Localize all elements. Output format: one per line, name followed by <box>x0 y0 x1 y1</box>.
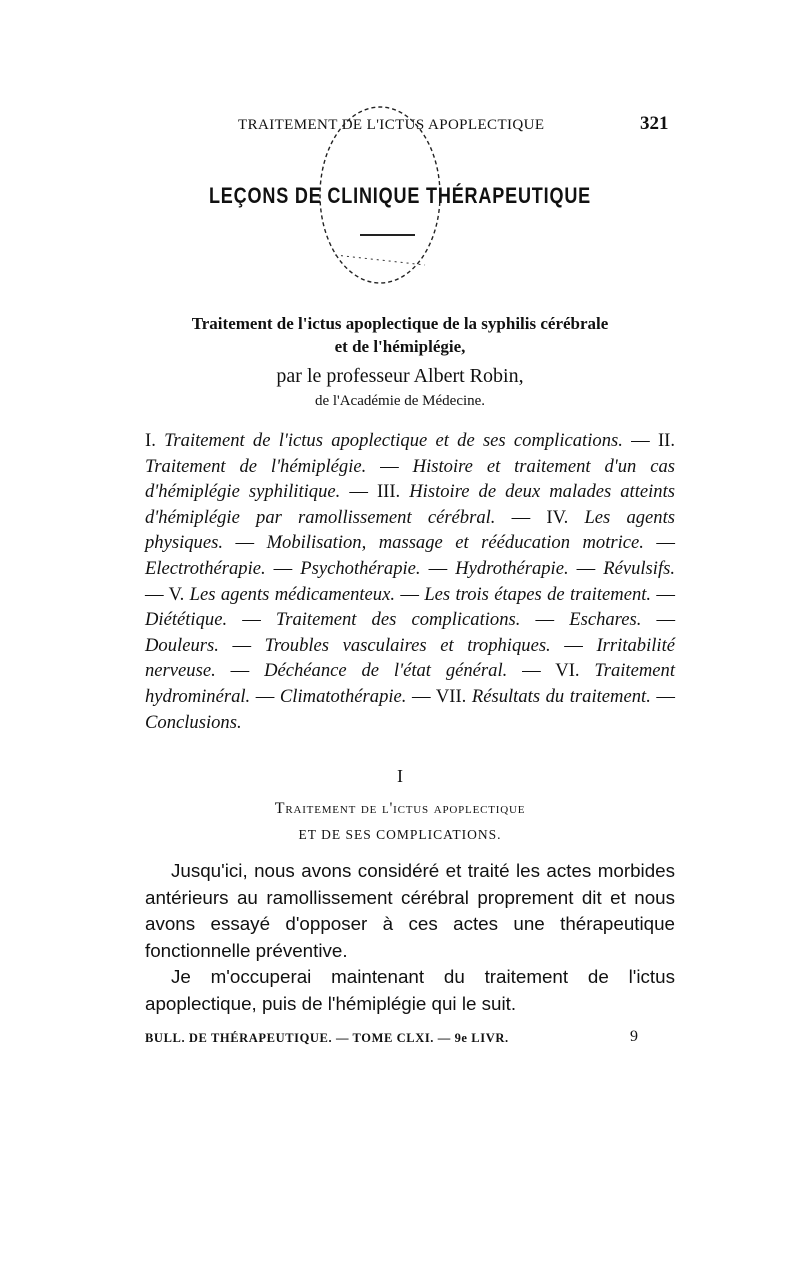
summary-num: V. <box>168 583 185 605</box>
summary-item: Diététique. <box>145 609 228 631</box>
summary-item: Douleurs. <box>145 634 219 656</box>
section-title: Traitement de l'ictus apoplectique <box>274 800 526 817</box>
byline: par le professeur Albert Robin, <box>276 365 524 387</box>
summary-item: Histoire de deux malades atteints d'hémiplégie par ramollissement cérébral. <box>145 481 676 528</box>
summary-item: Révulsifs. <box>603 557 676 579</box>
summary-item: Les agents physiques. <box>145 506 675 554</box>
summary-item: Mobilisation, massage et rééducation motrice. <box>266 532 644 554</box>
summary-num: II. <box>657 430 675 451</box>
summary-item: Traitement de l'ictus apoplectique et de ses complications. <box>164 430 623 451</box>
summary-num: III. <box>376 481 401 503</box>
page-number: 321 <box>640 113 669 134</box>
summary-num: VII. <box>435 685 467 707</box>
summary-num: IV. <box>546 506 569 528</box>
signature-mark: 9 <box>630 1028 638 1045</box>
summary-item: Troubles vasculaires et trophiques. <box>264 634 551 656</box>
summary-item: Déchéance de l'état général. <box>264 660 508 682</box>
summary-item: Psychothérapie. <box>300 557 421 579</box>
summary-item: Traitement hydrominéral. <box>145 660 675 707</box>
body-paragraph: Je m'occuperai maintenant du traitement de l'ictus apoplectique, puis de l'hémiplégie qui le suit. <box>145 966 675 1014</box>
summary-item: Eschares. <box>569 609 642 631</box>
summary-item: Traitement des complications. <box>275 609 521 631</box>
summary-item: Résultats du traitement. <box>471 685 651 707</box>
article-title-line-1: Traitement de l'ictus apoplectique de la syphilis cérébrale <box>191 314 609 333</box>
summary-item: Conclusions. <box>145 711 242 733</box>
section-numeral: I <box>397 766 403 786</box>
section-subtitle: ET DE SES COMPLICATIONS. <box>298 827 502 842</box>
summary-item: Histoire et traitement d'un cas d'hémiplégie syphilitique. <box>145 455 675 503</box>
body-text <box>145 858 675 1017</box>
article-title <box>110 312 690 358</box>
main-heading: LEÇONS DE CLINIQUE THÉRAPEUTIQUE <box>208 183 592 208</box>
summary-item: Traitement de l'hémiplégie. <box>145 455 367 477</box>
summary: I. Traitement de l'ictus apoplectique et de ses complications. — II. Traitement de l'hémiplégie. — Histoire et traitement d'un cas d'hémiplégie syphilitique. — III. Histoire de deux malades atteints d'hémiplégie par ramollissement cérébral. — IV. Les agents physiques. — Mobilisation, massage et rééducation motrice. — Electrothérapie. — Psychothérapie. — Hydrothérapie. — Révulsifs. — V. Les agents médicamenteux. — Les trois étapes de traitement. — Diététique. — Traitement des complications. — Eschares. — Douleurs. — Troubles vasculaires et trophiques. — Irritabilité nerveuse. — Déchéance de l'état général. — VI. Traitement hydrominéral. — Climatothérapie. — VII. Résultats du traitement. — Conclusions. <box>145 430 676 733</box>
summary-item: Les trois étapes de traitement. <box>424 583 652 605</box>
summary-item: Les agents médicamenteux. <box>189 583 396 605</box>
article-title-line-2: et de l'hémiplégie, <box>334 337 466 356</box>
summary-item: Electrothérapie. <box>145 557 266 579</box>
running-title: TRAITEMENT DE L'ICTUS APOPLECTIQUE <box>238 117 545 133</box>
summary-item: Irritabilité nerveuse. <box>145 634 675 682</box>
body-paragraph: Jusqu'ici, nous avons considéré et traité les actes morbides antérieurs au ramollissement cérébral proprement dit et nous avons essayé d'opposer à ces actes une thérapeutique fonctionnelle préventive. <box>145 860 675 961</box>
affiliation: de l'Académie de Médecine. <box>314 393 486 409</box>
summary-item: Climatothérapie. <box>279 685 407 707</box>
summary-num: VI. <box>555 660 580 682</box>
summary-num: I. <box>145 430 156 451</box>
footer-signature-line: BULL. DE THÉRAPEUTIQUE. — TOME CLXI. — 9e LIVR. <box>145 1031 509 1045</box>
summary-item: Hydrothérapie. <box>455 557 569 579</box>
